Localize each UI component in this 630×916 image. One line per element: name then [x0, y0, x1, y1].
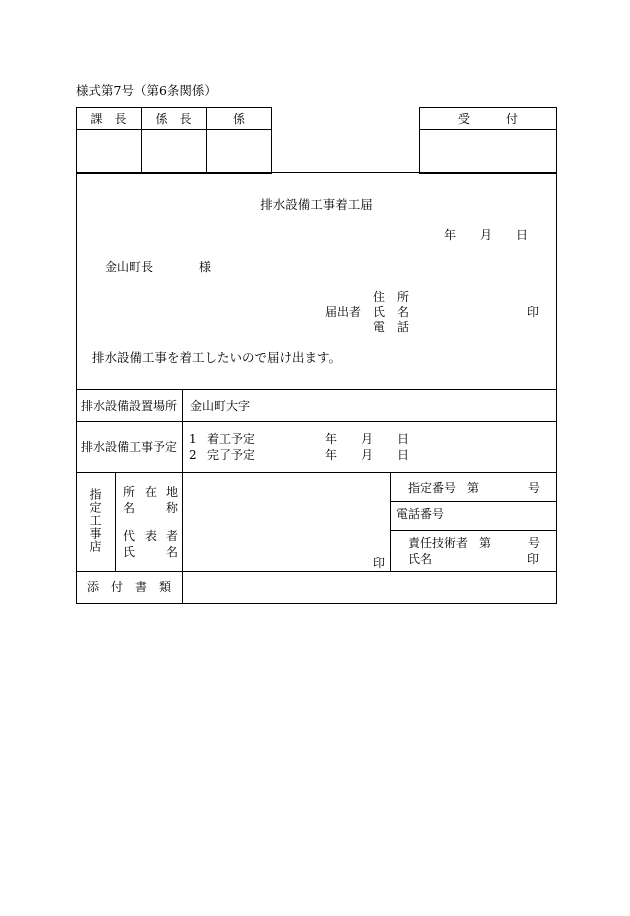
- form-title: 排水設備工事着工届: [260, 197, 373, 212]
- contractor-phone-label: 電話番号: [396, 507, 445, 521]
- addressee-name: 金山町長: [105, 260, 154, 274]
- schedule-label: 排水設備工事予定: [80, 440, 177, 454]
- addressee-suffix: 様: [199, 260, 212, 274]
- contractor-info-row-divider: [390, 501, 557, 502]
- location-value: 金山町大字: [190, 399, 251, 413]
- schedule-start-no: 1: [189, 432, 197, 446]
- approval-header-divider: [76, 129, 272, 130]
- applicant-name-label: 氏 名: [373, 305, 410, 319]
- location-label: 排水設備設置場所: [80, 399, 177, 413]
- date-day: 日: [516, 228, 529, 242]
- contractor-name-c2: 称: [166, 501, 179, 515]
- designation-go: 号: [528, 481, 541, 495]
- contractor-location-c3: 地: [166, 485, 179, 499]
- row-divider: [76, 421, 557, 422]
- contractor-label-divider: [115, 472, 116, 571]
- schedule-start-day: 日: [397, 432, 410, 446]
- schedule-start-month: 月: [361, 432, 374, 446]
- uketsuke-label: 受 付: [457, 112, 518, 126]
- kakari-label: 係: [232, 112, 245, 126]
- contractor-seal-mark: 印: [373, 556, 386, 570]
- date-year: 年: [444, 228, 457, 242]
- date-month: 月: [480, 228, 493, 242]
- contractor-name-c1: 名: [123, 501, 136, 515]
- row-divider: [76, 571, 557, 572]
- contractor-info-divider: [390, 472, 391, 571]
- contractor-rep-c1: 代: [123, 529, 136, 543]
- label-column-divider: [182, 389, 183, 604]
- contractor-location-c1: 所: [123, 485, 136, 499]
- applicant-seal-mark: 印: [527, 305, 540, 319]
- engineer-name-label: 氏名: [408, 552, 433, 566]
- applicant-label: 届出者: [325, 305, 362, 319]
- schedule-start-label: 着工予定: [207, 432, 256, 446]
- schedule-finish-label: 完了予定: [207, 448, 256, 462]
- row-divider: [76, 472, 557, 473]
- statement: 排水設備工事を着工したいので届け出ます。: [92, 350, 342, 365]
- schedule-finish-day: 日: [397, 448, 410, 462]
- engineer-dai: 第: [479, 536, 492, 550]
- contractor-repname-c1: 氏: [123, 545, 136, 559]
- reception-header-divider: [419, 129, 557, 130]
- designation-dai: 第: [467, 481, 480, 495]
- contractor-label: 指定工事店: [88, 488, 102, 553]
- engineer-go: 号: [528, 536, 541, 550]
- engineer-label: 責任技術者: [408, 536, 469, 550]
- contractor-rep-c3: 者: [166, 529, 179, 543]
- contractor-location-c2: 在: [145, 485, 158, 499]
- applicant-phone-label: 電 話: [373, 320, 410, 334]
- kacho-label: 課 長: [90, 112, 127, 126]
- contractor-rep-c2: 表: [145, 529, 158, 543]
- attachments-label: 添 付 書 類: [86, 580, 171, 594]
- schedule-finish-no: 2: [189, 448, 197, 462]
- schedule-finish-year: 年: [325, 448, 338, 462]
- kakaricho-label: 係 長: [155, 112, 192, 126]
- contractor-repname-c2: 名: [166, 545, 179, 559]
- schedule-finish-month: 月: [361, 448, 374, 462]
- applicant-address-label: 住 所: [373, 290, 410, 304]
- row-divider: [76, 389, 557, 390]
- engineer-seal-mark: 印: [527, 552, 540, 566]
- form-number: 様式第7号（第6条関係）: [76, 83, 217, 98]
- contractor-info-row-divider: [390, 530, 557, 531]
- designation-label: 指定番号: [408, 481, 457, 495]
- schedule-start-year: 年: [325, 432, 338, 446]
